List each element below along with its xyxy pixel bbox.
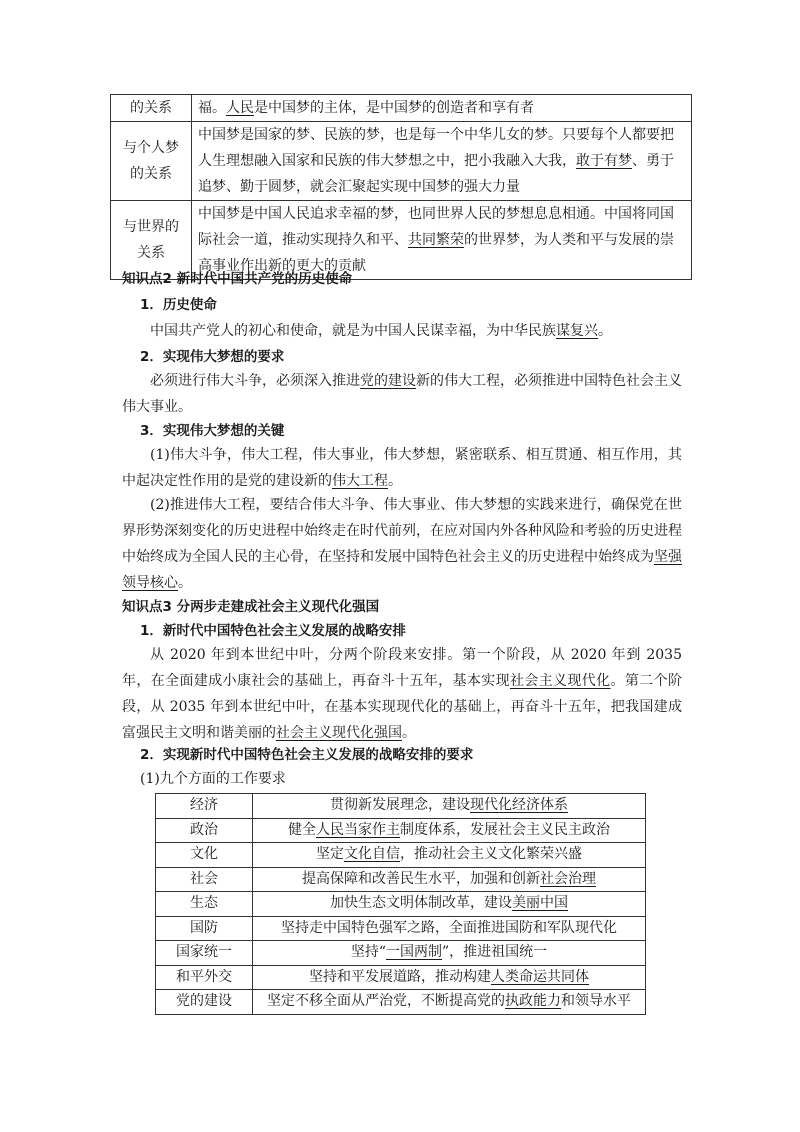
k3-s1-title: 1．新时代中国特色社会主义发展的战略安排	[140, 623, 406, 639]
underlined-term: 一国两制	[386, 944, 442, 960]
k2-s1-body	[122, 318, 682, 344]
k3-s2-title: 2．实现新时代中国特色社会主义发展的战略安排的要求	[140, 747, 474, 763]
text-run: 。第二个阶段，从 2035 年到本世纪中叶，在基本实现现代化的基础上，再奋斗十五年，把我国建成富强民主文明和谐美丽的	[122, 673, 683, 741]
table-row	[156, 965, 646, 990]
underlined-term: 社会主义现代化	[509, 673, 611, 689]
text-run: 制度体系，发展社会主义民主政治	[400, 821, 610, 838]
text-run: 。	[598, 323, 612, 339]
aspect-requirement	[253, 965, 646, 990]
row-content	[192, 122, 692, 201]
text-run: 是中国梦的主体，是中国梦的创造者和享有者	[254, 100, 534, 116]
aspect-name: 文化	[156, 843, 253, 868]
k3-s2-sub: (1)九个方面的工作要求	[140, 771, 286, 787]
aspect-name: 国防	[156, 916, 253, 941]
text-run: 健全	[288, 821, 316, 838]
aspect-name: 和平外交	[156, 965, 253, 990]
text-run: 。	[388, 473, 402, 489]
label-line: 的关系	[130, 100, 172, 116]
aspect-requirement	[253, 794, 646, 819]
nine-aspects-table	[155, 793, 646, 1015]
row-label	[111, 95, 192, 122]
row-content	[192, 95, 692, 122]
underlined-term: 美丽中国	[512, 895, 568, 911]
text-run: 提高保障和改善民生水平，加强和创新	[302, 870, 540, 887]
text-run: 坚定不移全面从严治党，不断提高党的	[267, 993, 505, 1009]
underlined-term: 人民当家作主	[316, 821, 400, 838]
k2-s3-p1	[122, 442, 682, 494]
text-run: 。	[178, 575, 192, 591]
text-run: ”，推进祖国统一	[442, 944, 548, 960]
underlined-term: 伟大工程	[332, 473, 388, 489]
table-row	[156, 818, 646, 843]
text-run: 、勇于追梦、勤于圆梦，就会汇聚起实现中国梦的强大力量	[198, 153, 674, 195]
text-run: 坚持走中国特色强军之路，全面推进国防和军队现代化	[281, 919, 617, 936]
table-row	[156, 990, 646, 1015]
aspect-name: 社会	[156, 867, 253, 892]
aspect-name: 政治	[156, 818, 253, 843]
text-run: 贯彻新发展理念，建设	[330, 797, 470, 813]
text-run: (1)伟大斗争，伟大工程，伟大事业，伟大梦想，紧密联系、相互贯通、相互作用，其中起决定性作用的是党的建设新的	[122, 447, 682, 489]
underlined-term: 共同繁荣	[408, 232, 464, 248]
aspect-requirement	[253, 867, 646, 892]
text-run: 的世界梦，为人类和平与发展的崇高事业作出新的更大的贡献	[198, 232, 674, 274]
text-run: 坚持“	[350, 944, 386, 960]
text-run: 中国共产党人的初心和使命，就是为中国人民谋幸福，为中华民族	[150, 323, 556, 339]
underlined-term: 社会主义现代化强国	[276, 725, 402, 741]
k2-title: 知识点2 新时代中国共产党的历史使命	[122, 271, 353, 287]
label-line: 与世界的	[123, 219, 179, 235]
text-run: 坚持和平发展道路，推动构建	[309, 968, 491, 985]
text-run: ，推动社会主义文化繁荣兴盛	[400, 846, 582, 862]
text-run: 和领导水平	[561, 993, 631, 1009]
row-label	[111, 122, 192, 201]
table-row	[111, 95, 692, 122]
text-run: 福。	[198, 100, 226, 116]
table-row	[156, 941, 646, 966]
aspect-name: 党的建设	[156, 990, 253, 1015]
k2-s3-p2	[122, 492, 682, 596]
k2-s2-body	[122, 368, 682, 420]
underlined-term: 现代化经济体系	[470, 797, 568, 813]
text-run: 必须进行伟大斗争，必须深入推进	[150, 373, 360, 389]
aspect-requirement	[253, 818, 646, 843]
k3-s1-body	[122, 642, 682, 746]
label-line: 与个人梦	[123, 140, 179, 156]
underlined-term: 人类命运共同体	[491, 968, 589, 985]
dream-relations-table	[110, 94, 692, 280]
underlined-term: 谋复兴	[556, 323, 598, 339]
underlined-term: 坚强领导核心	[122, 549, 682, 591]
k2-s3-title: 3．实现伟大梦想的关键	[140, 423, 285, 439]
label-line: 关系	[137, 245, 165, 261]
text-run: 从 2020 年到本世纪中叶，分两个阶段来安排。第一个阶段，从 2020 年到 2035 年，在全面建成小康社会的基础上，再奋斗十五年，基本实现	[122, 647, 682, 689]
aspect-requirement	[253, 941, 646, 966]
aspect-requirement	[253, 916, 646, 941]
text-run: 中国梦是中国人民追求幸福的梦，也同世界人民的梦想息息相通。中国将同国际社会一道，推动实现持久和平、	[198, 206, 674, 248]
label-line: 的关系	[130, 166, 172, 182]
k2-s2-title: 2．实现伟大梦想的要求	[140, 349, 285, 365]
text-run: 。	[402, 725, 416, 741]
text-run: 坚定	[316, 846, 344, 862]
table-row	[156, 843, 646, 868]
table-row	[156, 794, 646, 819]
table-row	[156, 916, 646, 941]
aspect-name: 经济	[156, 794, 253, 819]
aspect-name: 国家统一	[156, 941, 253, 966]
text-run: 中国梦是国家的梦、民族的梦，也是每一个中华儿女的梦。只要每个人都要把人生理想融入国家和民族的伟大梦想之中，把小我融入大我，	[198, 127, 674, 169]
aspect-requirement	[253, 843, 646, 868]
underlined-term: 文化自信	[344, 846, 400, 862]
table-row	[111, 122, 692, 201]
text-run: (2)推进伟大工程，要结合伟大斗争、伟大事业、伟大梦想的实践来进行，确保党在世界形势深刻变化的历史进程中始终走在时代前列，在应对国内外各种风险和考验的历史进程中始终成为全国人民的主心骨，在坚持和发展中国特色社会主义的历史进程中始终成为	[122, 497, 682, 565]
table-row	[156, 892, 646, 917]
k3-title: 知识点3 分两步走建成社会主义现代化强国	[122, 599, 380, 615]
aspect-requirement	[253, 990, 646, 1015]
underlined-term: 社会治理	[540, 870, 596, 887]
underlined-term: 敢于有梦	[576, 153, 632, 169]
text-run: 新的伟大工程，必须推进中国特色社会主义伟大事业。	[122, 373, 682, 415]
aspect-name: 生态	[156, 892, 253, 917]
aspect-requirement	[253, 892, 646, 917]
underlined-term: 党的建设	[360, 373, 416, 389]
text-run: 加快生态文明体制改革，建设	[330, 895, 512, 911]
table-row	[156, 867, 646, 892]
underlined-term: 人民	[226, 100, 254, 116]
underlined-term: 执政能力	[505, 993, 561, 1009]
k2-s1-title: 1．历史使命	[140, 297, 217, 313]
